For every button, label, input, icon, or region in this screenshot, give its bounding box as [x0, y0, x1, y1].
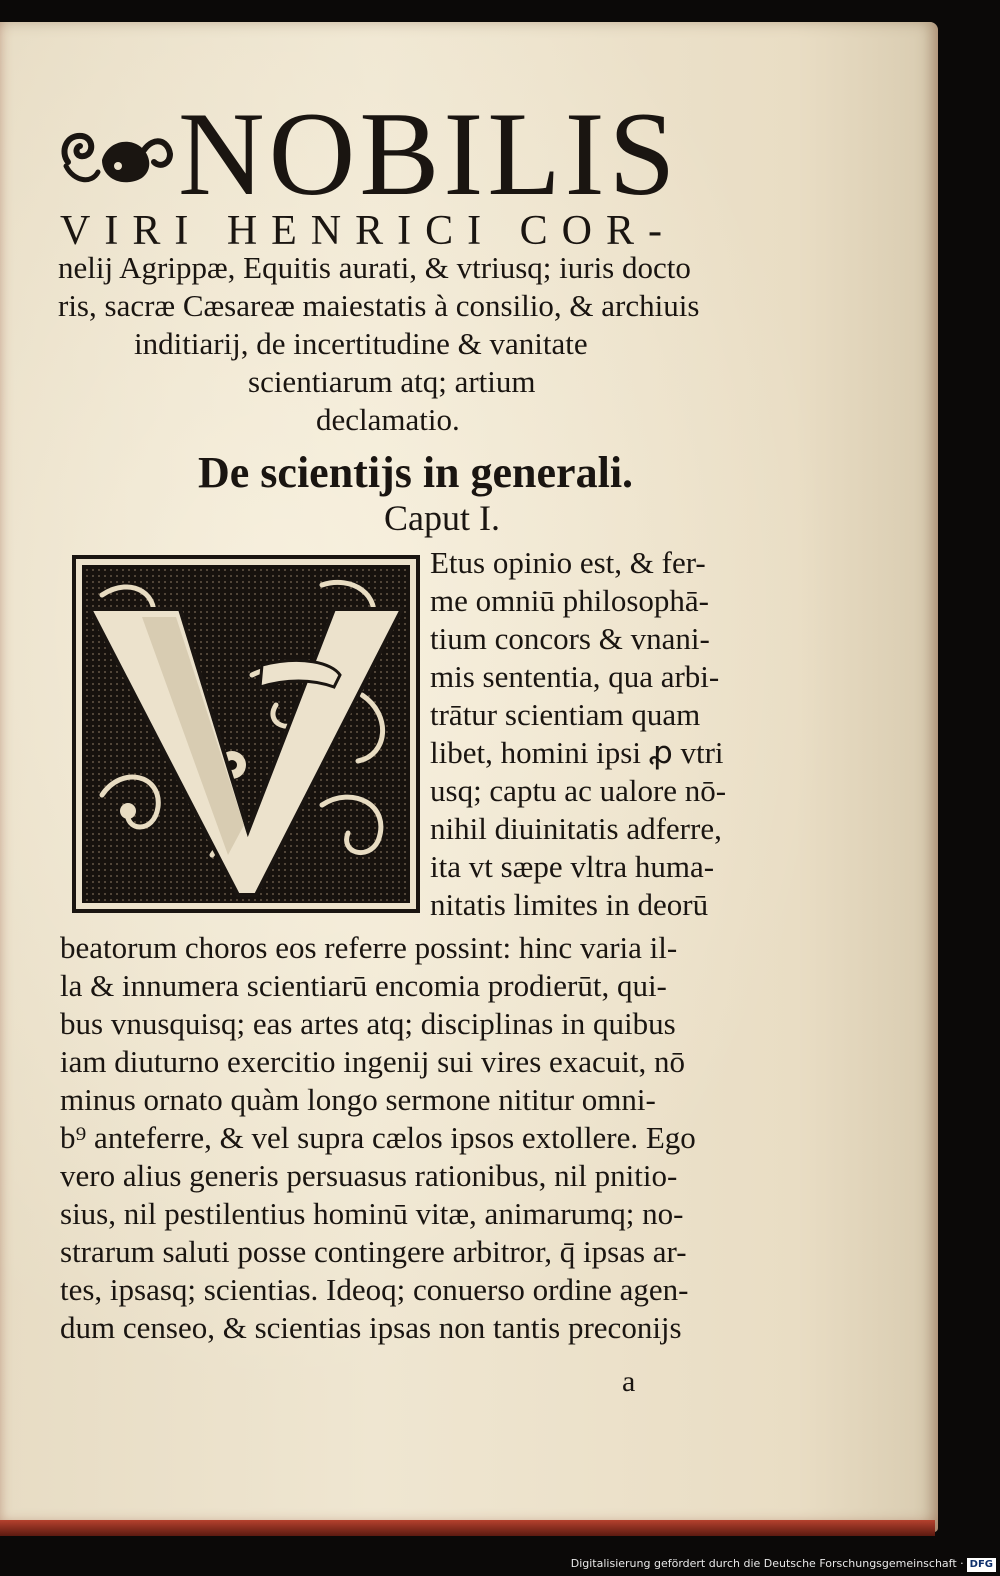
chapter-heading: Caput I. [384, 498, 500, 538]
text-line: tes, ipsasq; scientias. Ideoq; conuerso ordine agen- [60, 1272, 689, 1307]
text-line: strarum saluti posse contingere arbitror, q̄ ipsas ar- [60, 1234, 687, 1269]
text-line: sius, nil pestilentius hominū vitæ, animarumq; no- [60, 1196, 684, 1231]
text-line: nitatis limites in deorū [430, 887, 709, 922]
title-line: ris, sacræ Cæsareæ maiestatis à consilio, & archiuis [58, 288, 700, 323]
fleuron-ornament-icon [58, 122, 174, 192]
text-line: ita vt sæpe vltra huma- [430, 849, 715, 884]
section-title: De scientijs in generali. [198, 448, 634, 497]
text-line: b⁹ anteferre, & vel supra cælos ipsos extollere. Ego [60, 1120, 696, 1155]
book-page [0, 22, 938, 1532]
text-line: minus ornato quàm longo sermone nititur omni- [60, 1082, 656, 1117]
text-line: usq; captu ac ualore nō- [430, 773, 727, 808]
title-line: declamatio. [316, 402, 460, 437]
text-line: tium concors & vnani- [430, 621, 710, 656]
text-line: nihil diuinitatis adferre, [430, 811, 722, 846]
decorated-initial-v [72, 555, 420, 913]
text-line: la & innumera scientiarū encomia prodierūt, qui- [60, 968, 667, 1003]
text-line: dum censeo, & scientias ipsas non tantis preconijs [60, 1310, 682, 1345]
heading-viri: VIRI HENRICI COR- [60, 208, 676, 254]
title-line: scientiarum atq; artium [248, 364, 536, 399]
text-line: trātur scientiam quam [430, 697, 701, 732]
page-edge [0, 1520, 935, 1536]
title-line: nelij Agrippæ, Equitis aurati, & vtriusq; iuris docto [58, 250, 691, 285]
digitization-credit [540, 1554, 1000, 1576]
dfg-logo-icon: DFG [967, 1558, 996, 1572]
text-line: bus vnusquisq; eas artes atq; disciplinas in quibus [60, 1006, 676, 1041]
text-line: libet, homini ipsi ꝓ vtri [430, 735, 724, 770]
text-line: Etus opinio est, & fer- [430, 545, 706, 580]
credit-text: Digitalisierung gefördert durch die Deutsche Forschungsgemeinschaft · [570, 1557, 964, 1570]
signature-mark: a [622, 1365, 636, 1398]
text-line: me omniū philosophā- [430, 583, 709, 618]
heading-nobilis: NOBILIS [178, 87, 680, 220]
text-line: mis sententia, qua arbi- [430, 659, 720, 694]
text-line: vero alius generis persuasus rationibus, nil pnitio- [60, 1158, 678, 1193]
text-line: beatorum choros eos referre possint: hinc varia il- [60, 930, 678, 965]
title-line: inditiarij, de incertitudine & vanitate [134, 326, 588, 361]
text-line: iam diuturno exercitio ingenij sui vires exacuit, nō [60, 1044, 686, 1079]
